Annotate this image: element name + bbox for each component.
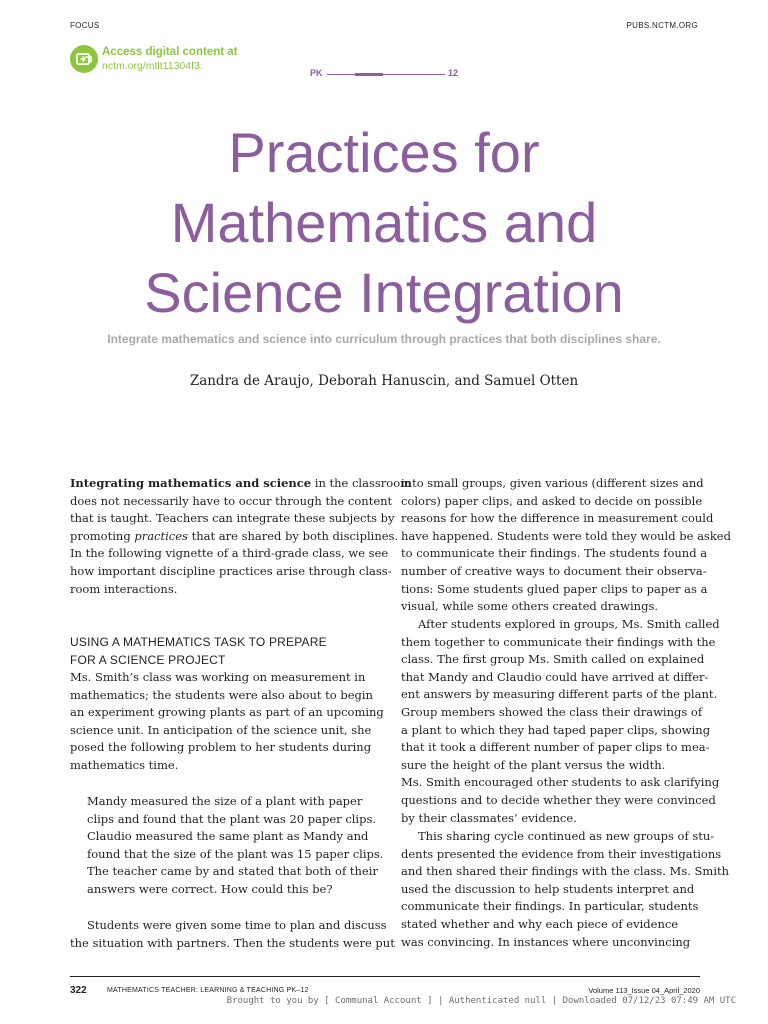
grade-end: 12 <box>448 68 459 78</box>
intro-paragraph: Integrating mathematics and science in the classroom does not necessarily have to occur through the content that is taught. Teachers can integrate these subjects by promoting practices that are shared by both disciplines. In the following vignette of a third-grade class, we see how important discipline practices arise through class- room interactions. <box>70 476 412 596</box>
title-line: Practices for <box>228 121 540 184</box>
right-column-paragraph-2: After students explored in groups, Ms. Smith called them together to communicate their findings with the class. The first group Ms. Smith called on explained that Mandy and Claudio could have arrived at differ- ent answers by measuring different parts of the plant. Group members showed the class their drawings of a plant to which they had taped paper clips, showing that it took a different number of paper clips to mea- sure the height of the plant versus the width. Ms. Smith encouraged other students to ask clarifying questions and to decide whether they were convinced by their classmates’ evidence. <box>401 617 720 825</box>
article-authors: Zandra de Araujo, Deborah Hanuscin, and Samuel Otten <box>189 373 579 389</box>
problem-quote: Mandy measured the size of a plant with paper clips and found that the plant was 20 paper clips. Claudio measured the same plant as Mandy and found that the size of the plant was 15 paper clips. The teacher came by and stated that both of their answers were correct. How could this be? <box>87 794 384 896</box>
intro-lead: Integrating mathematics and science <box>70 476 312 490</box>
digital-access-icon <box>70 45 98 73</box>
grade-range <box>310 68 460 82</box>
title-line: Science Integration <box>144 261 624 324</box>
planning-paragraph: Students were given some time to plan and discuss the situation with partners. Then the students were put <box>70 918 395 950</box>
section-label: FOCUS <box>70 21 100 30</box>
grade-start: PK <box>310 68 323 78</box>
section-heading: USING A MATHEMATICS TASK TO PREPARE FOR A SCIENCE PROJECT <box>70 635 327 667</box>
digital-access-url[interactable]: nctm.org/mtlt11304f3. <box>102 60 203 72</box>
article-subtitle: Integrate mathematics and science into curriculum through practices that both disciplines share. <box>107 332 661 346</box>
site-label: PUBS.NCTM.ORG <box>626 21 698 30</box>
right-column-paragraph-1: into small groups, given various (different sizes and colors) paper clips, and asked to decide on possible reasons for how the difference in measurement could have happened. Students were told they would be asked to communicate their findings. The students found a number of creative ways to document their observa- tions: Some students glued paper clips to paper as a visual, while some others created drawings. <box>401 476 731 614</box>
grade-range-line <box>327 74 445 75</box>
download-notice: Brought to you by [ Communal Account ] | Authenticated null | Downloaded 07/12/23 07:49 AM UTC <box>226 996 736 1006</box>
left-column <box>70 475 412 598</box>
measurement-paragraph: Ms. Smith’s class was working on measurement in mathematics; the students were also about to begin an experiment growing plants as part of an upcoming science unit. In anticipation of the science unit, she posed the following problem to her students during mathematics time. <box>70 670 384 772</box>
right-column-paragraph-3: This sharing cycle continued as new groups of stu- dents presented the evidence from their investigations and then shared their findings with the class. Ms. Smith used the discussion to help students interpret and communicate their findings. In particular, students stated whether and why each piece of evidence was convincing. In instances where unconvincing <box>401 829 730 949</box>
journal-name: MATHEMATICS TEACHER: LEARNING & TEACHING PK–12 <box>107 987 309 994</box>
grade-range-marker <box>355 73 383 76</box>
digital-access-label: Access digital content at <box>102 46 238 58</box>
page-number: 322 <box>70 985 87 996</box>
footer-divider <box>70 976 700 977</box>
volume-info: Volume 113_Issue 04_April_2020 <box>588 986 700 995</box>
intro-emphasis: practices <box>134 528 188 543</box>
article-title <box>0 118 768 328</box>
digital-access-callout[interactable] <box>70 45 237 73</box>
title-line: Mathematics and <box>170 191 598 254</box>
